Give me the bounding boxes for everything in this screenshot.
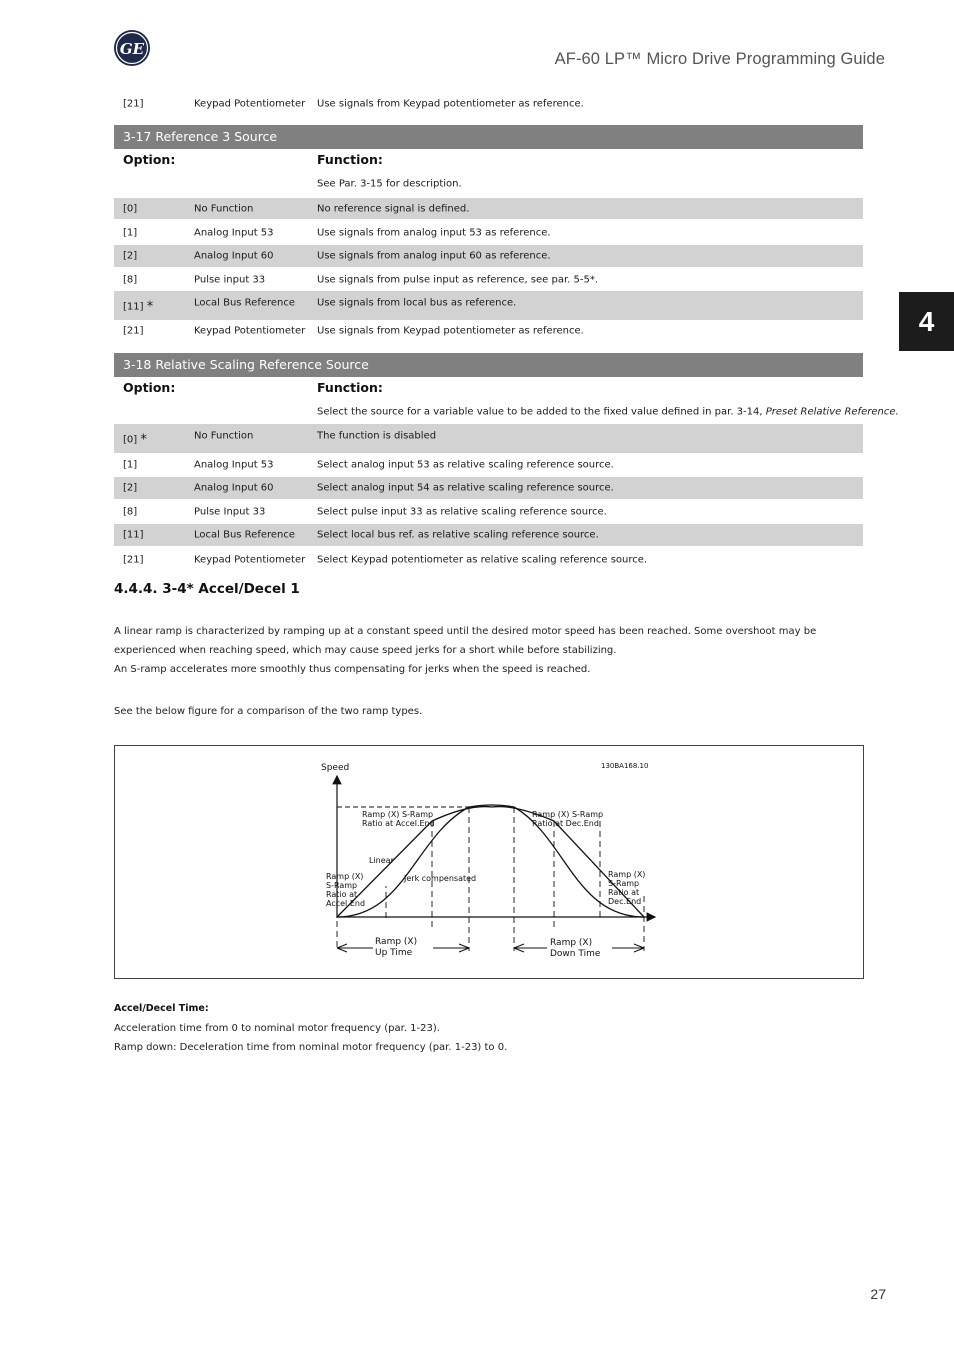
decel-time-line: Ramp down: Deceleration time from nominal motor frequency (par. 1-23) to 0. — [114, 1042, 508, 1053]
option-code: [2] — [123, 482, 138, 494]
default-star: * — [140, 432, 147, 448]
option-name: Analog Input 53 — [194, 459, 274, 470]
ramp-diagram — [115, 746, 863, 978]
label-up-time-2: Up Time — [375, 948, 413, 958]
option-function: Use signals from pulse input as reference, see par. 5-5*. — [317, 274, 599, 285]
option-code: [11] — [123, 529, 144, 541]
guide-lines — [337, 807, 644, 951]
label-right-3: Ratio at — [608, 888, 640, 897]
option-function: Select Keypad potentiometer as relative scaling reference source. — [317, 554, 648, 565]
label-left-1: Ramp (X) — [326, 872, 364, 881]
option-function: Select pulse input 33 as relative scaling reference source. — [317, 506, 607, 517]
table-title: 3-17 Reference 3 Source — [123, 129, 278, 144]
option-function: Use signals from analog input 53 as reference. — [317, 227, 551, 238]
option-code: [0] — [123, 434, 138, 446]
option-code: [21] — [123, 325, 144, 337]
label-down-time-2: Down Time — [550, 949, 601, 959]
option-code: [0] — [123, 203, 138, 214]
table-title: 3-18 Relative Scaling Reference Source — [123, 357, 369, 372]
option-function: Select analog input 53 as relative scaling reference source. — [317, 459, 614, 470]
option-name: Keypad Potentiometer — [194, 554, 306, 565]
option-function: No reference signal is defined. — [317, 203, 470, 214]
option-name: Local Bus Reference — [194, 529, 296, 541]
label-left-4: Accel.End — [326, 899, 366, 908]
option-code: [11] — [123, 301, 144, 313]
option-function: Select analog input 54 as relative scaling reference source. — [317, 482, 614, 494]
option-code: [8] — [123, 506, 138, 517]
table-row — [114, 524, 863, 546]
label-linear: Linear — [369, 856, 394, 865]
label-left-3: Ratio at — [326, 890, 358, 899]
label-right-2: S-Ramp — [608, 879, 640, 888]
table-row — [114, 454, 863, 475]
page-number: 27 — [870, 1286, 886, 1302]
option-code: [1] — [123, 459, 138, 470]
option-name: Keypad Potentiometer — [194, 325, 306, 337]
option-function: Use signals from Keypad potentiometer as reference. — [317, 325, 584, 337]
description-text: See Par. 3-15 for description. — [317, 178, 462, 190]
function-heading: Function: — [317, 152, 383, 167]
label-right-4: Dec.End — [608, 897, 642, 906]
label-accel-end-2: Ratio at Accel.End — [362, 819, 435, 828]
label-jerk-compensated: Jerk compensated — [404, 874, 477, 883]
description-plain: Select the source for a variable value to be added to the fixed value defined in par. 3-14, — [317, 406, 766, 418]
option-code: [8] — [123, 274, 138, 285]
table-row — [114, 321, 863, 341]
table-row — [114, 424, 863, 453]
y-axis-label: Speed — [321, 763, 350, 773]
carryover-row — [114, 94, 863, 114]
paragraph-linear-ramp: A linear ramp is characterized by ramping up at a constant speed until the desired motor speed has been reached. Some overshoot may be experienced when reaching speed, which may cause speed jerks for a short while before stabilizing. — [114, 626, 817, 656]
section-heading: 4.4.4. 3-4* Accel/Decel 1 — [114, 581, 300, 597]
function-heading: Function: — [317, 380, 383, 395]
option-function: Use signals from Keypad potentiometer as reference. — [317, 98, 584, 110]
paragraph-s-ramp: An S-ramp accelerates more smoothly thus compensating for jerks when the speed is reached. — [114, 664, 591, 675]
label-accel-end-1: Ramp (X) S-Ramp — [362, 810, 434, 819]
ge-logo — [113, 29, 151, 67]
option-function: Use signals from analog input 60 as reference. — [317, 250, 551, 262]
table-description — [114, 174, 863, 194]
accel-decel-label: Accel/Decel Time: — [114, 1003, 209, 1014]
table-row — [114, 269, 863, 290]
table-row — [114, 549, 863, 570]
table-row — [114, 222, 863, 243]
option-name: Analog Input 60 — [194, 250, 274, 262]
option-heading: Option: — [123, 152, 176, 167]
table-header-3-18 — [114, 353, 863, 377]
label-up-time-1: Ramp (X) — [375, 937, 418, 947]
table-description — [114, 402, 899, 422]
option-name: No Function — [194, 430, 254, 442]
option-name: Pulse Input 33 — [194, 506, 266, 517]
option-name: Local Bus Reference — [194, 297, 296, 309]
chapter-tab: 4 — [899, 292, 954, 351]
option-code-cell — [123, 300, 153, 315]
option-code: [21] — [123, 98, 144, 110]
label-left-2: S-Ramp — [326, 881, 358, 890]
table-row — [114, 198, 863, 219]
label-dec-end-2: Ratio at Dec.End — [532, 819, 599, 828]
option-name: Analog Input 53 — [194, 227, 274, 238]
option-name: No Function — [194, 203, 254, 214]
option-code: [21] — [123, 554, 144, 565]
description-text — [317, 407, 899, 418]
table-row — [114, 501, 863, 522]
option-name: Analog Input 60 — [194, 482, 274, 494]
ge-logo-text: GE — [119, 40, 145, 58]
option-name: Pulse input 33 — [194, 274, 266, 285]
table-row — [114, 477, 863, 499]
paragraph-figure-ref: See the below figure for a comparison of the two ramp types. — [114, 706, 423, 717]
table-row — [114, 291, 863, 320]
option-function: Use signals from local bus as reference. — [317, 297, 517, 309]
table-header-3-17 — [114, 125, 863, 149]
figure-code: 130BA168.10 — [601, 762, 649, 770]
guide-title: AF-60 LP™ Micro Drive Programming Guide — [554, 50, 885, 68]
description-italic: Preset Relative Reference. — [765, 406, 899, 418]
option-name: Keypad Potentiometer — [194, 98, 306, 110]
label-right-1: Ramp (X) — [608, 870, 646, 879]
default-star: * — [146, 299, 154, 315]
option-code: [2] — [123, 250, 138, 262]
option-function: The function is disabled — [317, 430, 437, 442]
option-heading: Option: — [123, 380, 176, 395]
table-row — [114, 245, 863, 267]
option-code: [1] — [123, 227, 138, 238]
option-function: Select local bus ref. as relative scaling reference source. — [317, 529, 599, 541]
label-down-time-1: Ramp (X) — [550, 938, 593, 948]
ramp-figure — [114, 745, 864, 979]
accel-time-line: Acceleration time from 0 to nominal motor frequency (par. 1-23). — [114, 1023, 440, 1034]
label-dec-end-1: Ramp (X) S-Ramp — [532, 810, 604, 819]
option-code-cell — [123, 433, 147, 448]
